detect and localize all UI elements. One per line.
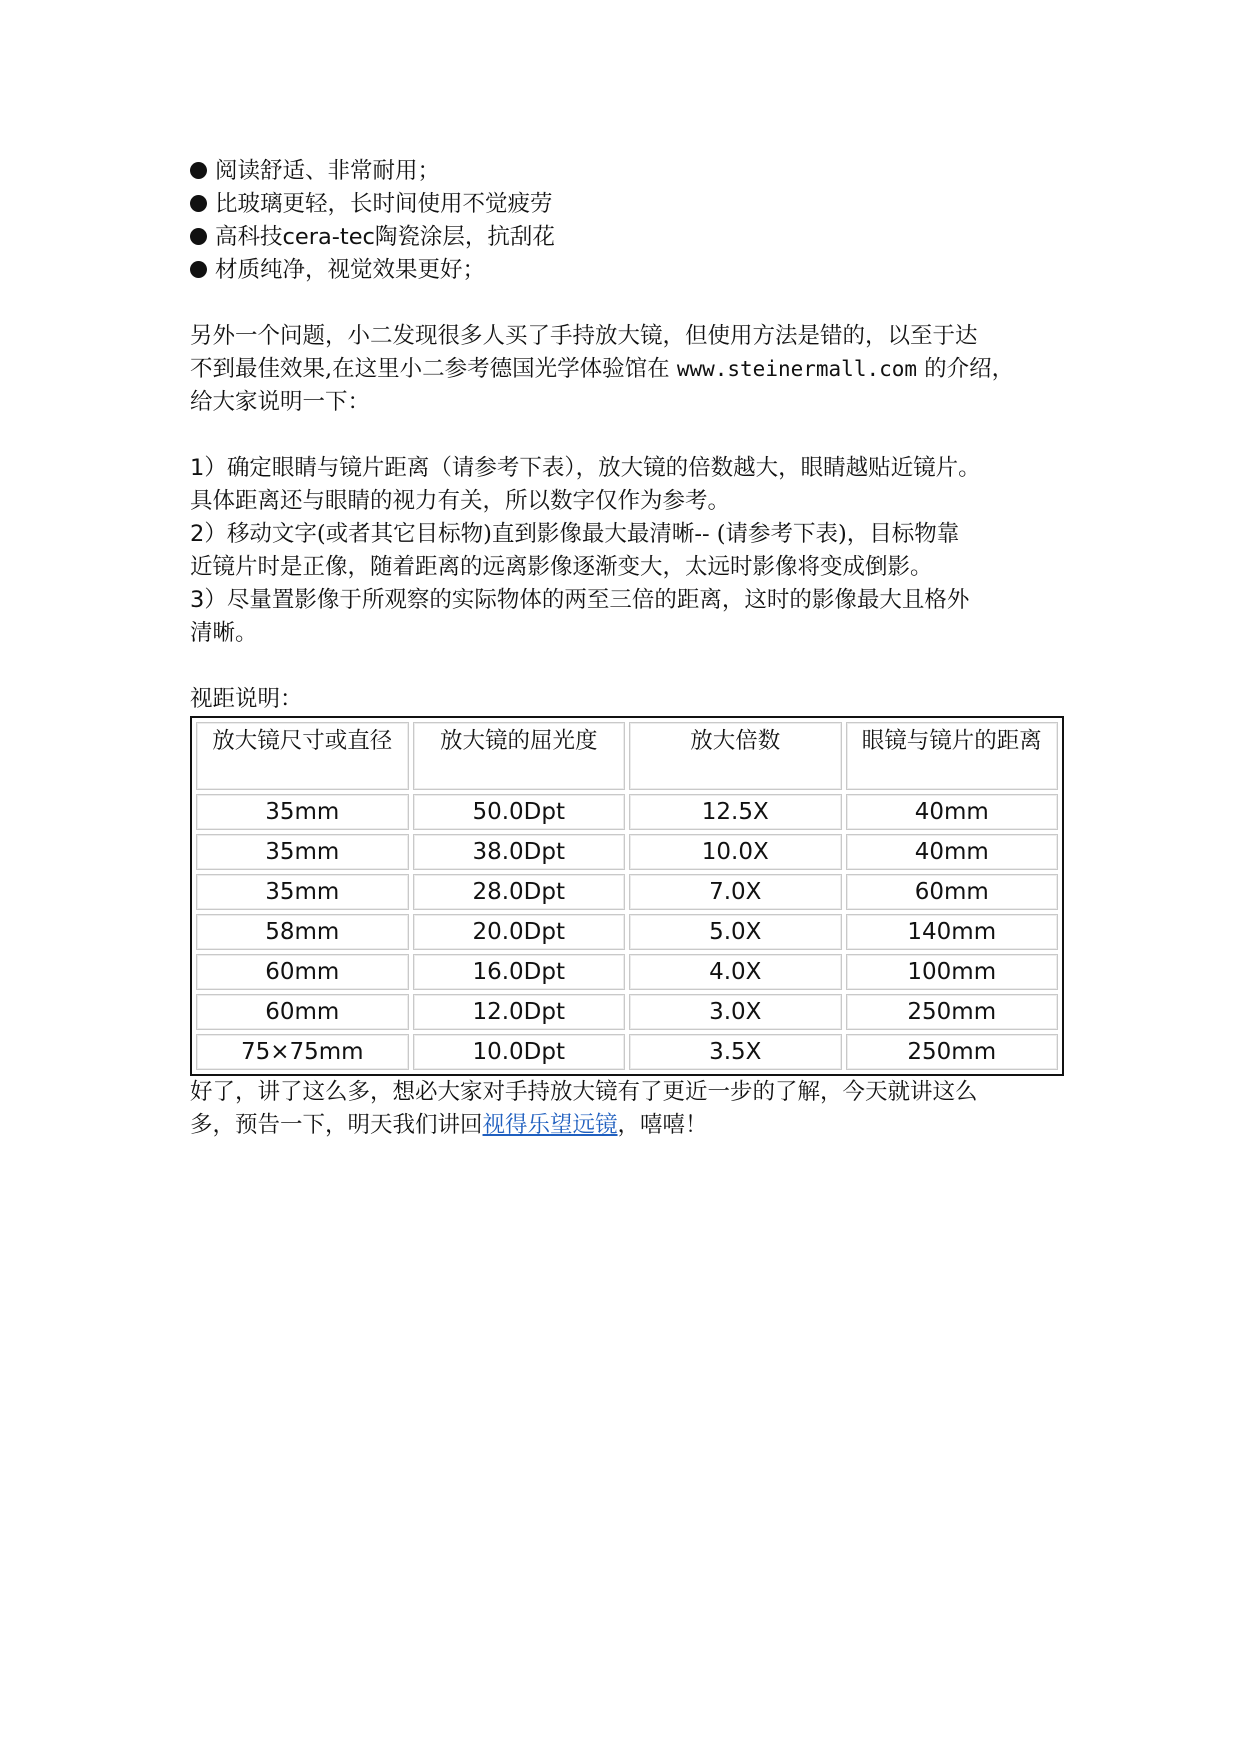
step-line: 具体距离还与眼睛的视力有关，所以数字仅作为参考。: [190, 488, 731, 514]
table-cell: 75×75mm: [196, 1034, 409, 1070]
table-cell: 50.0Dpt: [413, 794, 626, 830]
table-caption: 视距说明：: [190, 686, 303, 712]
step-line: [190, 452, 1070, 485]
table-cell: 5.0X: [629, 914, 842, 950]
table-cell: 3.0X: [629, 994, 842, 1030]
table-cell: 7.0X: [629, 874, 842, 910]
step-number: 1: [190, 455, 205, 481]
table-cell: 35mm: [196, 794, 409, 830]
table-cell: 28.0Dpt: [413, 874, 626, 910]
table-row: [196, 874, 1058, 910]
closing-line: [190, 1109, 1070, 1142]
table-row: [196, 914, 1058, 950]
list-item: [190, 221, 1070, 254]
table-cell: 60mm: [196, 994, 409, 1030]
table-cell: 16.0Dpt: [413, 954, 626, 990]
intro-text: 不到最佳效果,在这里小二参考德国光学体验馆在: [190, 356, 677, 382]
table-cell: 40mm: [846, 794, 1059, 830]
step-number: 2: [190, 521, 205, 547]
bullet-dot-icon: [190, 261, 207, 278]
intro-paragraph: [190, 320, 1070, 419]
intro-line: 给大家说明一下：: [190, 389, 371, 415]
feature-text: 阅读舒适、非常耐用；: [215, 158, 441, 184]
table-cell: 10.0Dpt: [413, 1034, 626, 1070]
table-row: [196, 994, 1058, 1030]
table-row: [196, 834, 1058, 870]
closing-paragraph: [190, 1076, 1070, 1142]
list-item: [190, 188, 1070, 221]
intro-line: [190, 353, 1070, 386]
list-item: [190, 254, 1070, 287]
closing-text: 多，预告一下，明天我们讲回: [190, 1112, 483, 1138]
table-cell: 60mm: [196, 954, 409, 990]
viewing-distance-table: [190, 716, 1064, 1076]
table-cell: 12.0Dpt: [413, 994, 626, 1030]
steps-section: [190, 452, 1070, 650]
table-header-cell: 放大镜尺寸或直径: [196, 722, 409, 790]
telescope-link[interactable]: 视得乐望远镜: [482, 1112, 618, 1138]
bullet-dot-icon: [190, 195, 207, 212]
table-cell: 4.0X: [629, 954, 842, 990]
table-cell: 35mm: [196, 834, 409, 870]
table-cell: 12.5X: [629, 794, 842, 830]
table-cell: 100mm: [846, 954, 1059, 990]
intro-text: 的介绍，: [917, 356, 1015, 382]
table-row: [196, 794, 1058, 830]
table-cell: 38.0Dpt: [413, 834, 626, 870]
closing-text: ，嘻嘻！: [617, 1112, 708, 1138]
table-header-row: [196, 722, 1058, 790]
feature-text: 材质纯净，视觉效果更好；: [215, 257, 486, 283]
step-text: ）确定眼睛与镜片距离（请参考下表），放大镜的倍数越大，眼睛越贴近镜片。: [204, 455, 981, 481]
table-row: [196, 1034, 1058, 1070]
table-cell: 250mm: [846, 1034, 1059, 1070]
table-cell: 40mm: [846, 834, 1059, 870]
step-line: [190, 584, 1070, 617]
step-text: ）尽量置影像于所观察的实际物体的两至三倍的距离，这时的影像最大且格外: [204, 587, 970, 613]
table-cell: 250mm: [846, 994, 1059, 1030]
table-header-cell: 放大倍数: [629, 722, 842, 790]
document-page: [190, 155, 1070, 1142]
step-number: 3: [190, 587, 205, 613]
feature-text-latin: cera-tec: [282, 224, 375, 250]
feature-text-suffix: 陶瓷涂层，抗刮花: [374, 224, 555, 250]
website-url: www.steinermall.com: [676, 357, 918, 381]
table-cell: 10.0X: [629, 834, 842, 870]
step-text: ）移动文字(或者其它目标物)直到影像最大最清晰-- (请参考下表)，目标物靠: [204, 521, 960, 547]
table-cell: 140mm: [846, 914, 1059, 950]
feature-text: 比玻璃更轻，长时间使用不觉疲劳: [215, 191, 553, 217]
feature-text-prefix: 高科技: [215, 224, 283, 250]
table-cell: 35mm: [196, 874, 409, 910]
intro-line: 另外一个问题，小二发现很多人买了手持放大镜，但使用方法是错的，以至于达: [190, 323, 978, 349]
table-cell: 3.5X: [629, 1034, 842, 1070]
step-line: 清晰。: [190, 620, 258, 646]
feature-list: [190, 155, 1070, 287]
table-row: [196, 954, 1058, 990]
step-line: 近镜片时是正像，随着距离的远离影像逐渐变大，太远时影像将变成倒影。: [190, 554, 933, 580]
table-header-cell: 眼镜与镜片的距离: [846, 722, 1059, 790]
closing-line: 好了，讲了这么多，想必大家对手持放大镜有了更近一步的了解，今天就讲这么: [190, 1079, 978, 1105]
list-item: [190, 155, 1070, 188]
table-header-cell: 放大镜的屈光度: [413, 722, 626, 790]
bullet-dot-icon: [190, 162, 207, 179]
bullet-dot-icon: [190, 228, 207, 245]
step-line: [190, 518, 1070, 551]
table-cell: 20.0Dpt: [413, 914, 626, 950]
table-cell: 58mm: [196, 914, 409, 950]
table-cell: 60mm: [846, 874, 1059, 910]
